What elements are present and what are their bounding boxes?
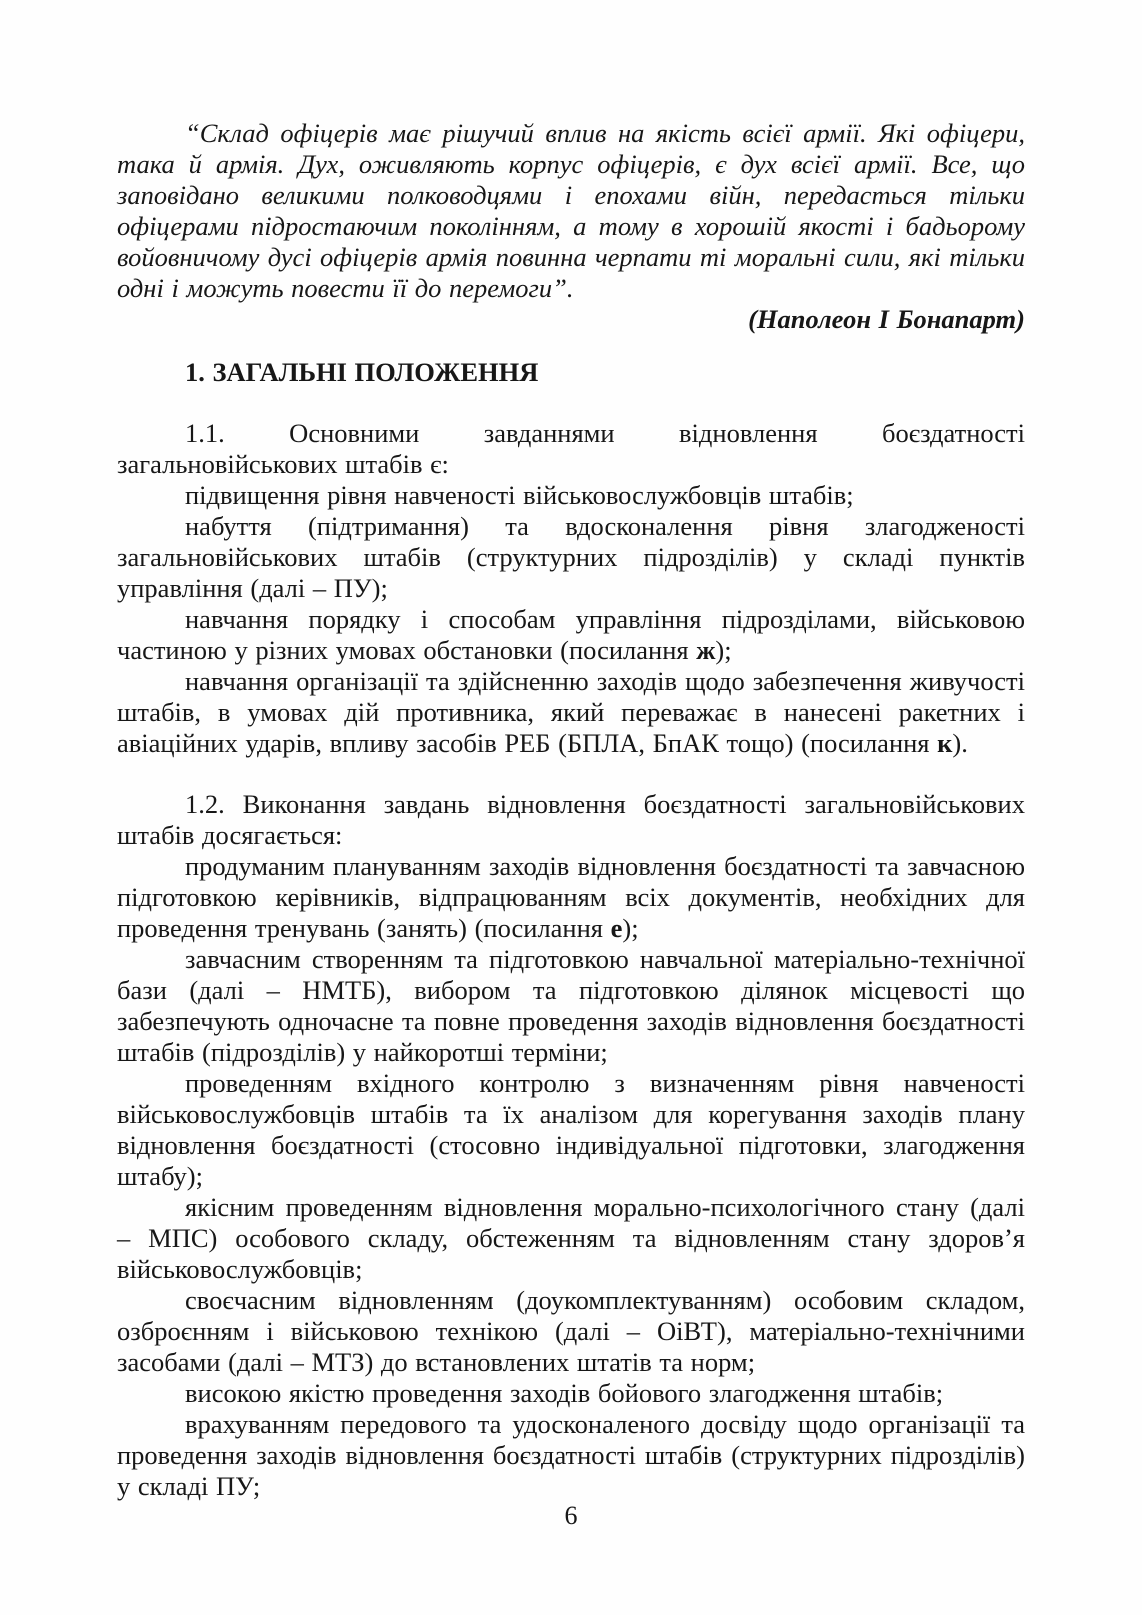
epigraph-attribution <box>117 304 1025 335</box>
text-run: 1. ЗАГАЛЬНІ ПОЛОЖЕННЯ <box>185 357 539 387</box>
page-number: 6 <box>564 1501 578 1530</box>
list-item <box>117 1068 1025 1192</box>
text-run: навчання організації та здійсненню заходів щодо забезпечення живучості штабів, в умовах дій противника, який переважає в нанесені ракетних і авіаційних ударів, впливу засобів РЕБ (БПЛА, БпАК тощо) (посилання <box>117 666 1025 758</box>
list-item <box>117 666 1025 759</box>
text-run: високою якістю проведення заходів бойового злагодження штабів; <box>185 1378 944 1408</box>
bold-reference-letter: к <box>937 728 953 758</box>
text-run: ); <box>715 635 732 665</box>
text-run: 1.2. Виконання завдань відновлення боєздатності загальновійськових штабів досягається: <box>117 789 1025 850</box>
text-run: своєчасним відновленням (доукомплектуванням) особовим складом, озброєнням і військовою технікою (далі – ОіВТ), матеріально-технічними засобами (далі – МТЗ) до встановлених штатів та норм; <box>117 1285 1025 1377</box>
list-item <box>117 1285 1025 1378</box>
text-run: ). <box>952 728 968 758</box>
section-heading <box>117 357 1025 388</box>
list-item <box>117 511 1025 604</box>
text-run: проведенням вхідного контролю з визначенням рівня навченості військовослужбовців штабів та їх аналізом для корегування заходів плану відновлення боєздатності (стосовно індивідуальної підготовки, злагодження штабу); <box>117 1068 1025 1191</box>
text-run: “Склад офіцерів має рішучий вплив на якість всієї армії. Які офіцери, така й армія. Дух, оживляють корпус офіцерів, є дух всієї армії. Все, що заповідано великими полководцями і епохами війн, передасться тільки офіцерами підростаючим поколінням, а тому в хорошій якості і бадьорому войовничому дусі офіцерів армія повинна черпати ті моральні сили, які тільки одні і можуть повести її до перемоги”. <box>117 118 1025 303</box>
list-item <box>117 851 1025 944</box>
text-run: навчання порядку і способам управління підрозділами, військовою частиною у різних умовах обстановки (посилання <box>117 604 1025 665</box>
list-item <box>117 1409 1025 1502</box>
list-item <box>117 944 1025 1068</box>
text-run: підвищення рівня навченості військовослужбовців штабів; <box>185 480 854 510</box>
list-item <box>117 1378 1025 1409</box>
list-item <box>117 1192 1025 1285</box>
para-1-1 <box>117 418 1025 480</box>
text-run: 1.1. Основними завданнями відновлення боєздатності загальновійськових штабів є: <box>117 418 1025 479</box>
page-content <box>117 118 1025 1502</box>
epigraph-quote <box>117 118 1025 304</box>
text-run: якісним проведенням відновлення морально-психологічного стану (далі – МПС) особового складу, обстеженням та відновленням стану здоров’я військовослужбовців; <box>117 1192 1025 1284</box>
list-item <box>117 604 1025 666</box>
text-run: ); <box>622 913 639 943</box>
text-run: (Наполеон І Бонапарт) <box>748 304 1025 334</box>
text-run: продуманим плануванням заходів відновлення боєздатності та завчасною підготовкою керівників, відпрацюванням всіх документів, необхідних для проведення тренувань (занять) (посилання <box>117 851 1025 943</box>
bold-reference-letter: е <box>610 913 623 943</box>
text-run: завчасним створенням та підготовкою навчальної матеріально-технічної бази (далі – НМТБ), вибором та підготовкою ділянок місцевості що забезпечують одночасне та повне проведення заходів відновлення боєздатності штабів (підрозділів) у найкоротші терміни; <box>117 944 1025 1067</box>
text-run: врахуванням передового та удосконаленого досвіду щодо організації та проведення заходів відновлення боєздатності штабів (структурних підрозділів) у складі ПУ; <box>117 1409 1025 1501</box>
text-run: набуття (підтримання) та вдосконалення рівня злагодженості загальновійськових штабів (структурних підрозділів) у складі пунктів управління (далі – ПУ); <box>117 511 1025 603</box>
list-item <box>117 480 1025 511</box>
para-1-2 <box>117 789 1025 851</box>
bold-reference-letter: ж <box>696 635 716 665</box>
